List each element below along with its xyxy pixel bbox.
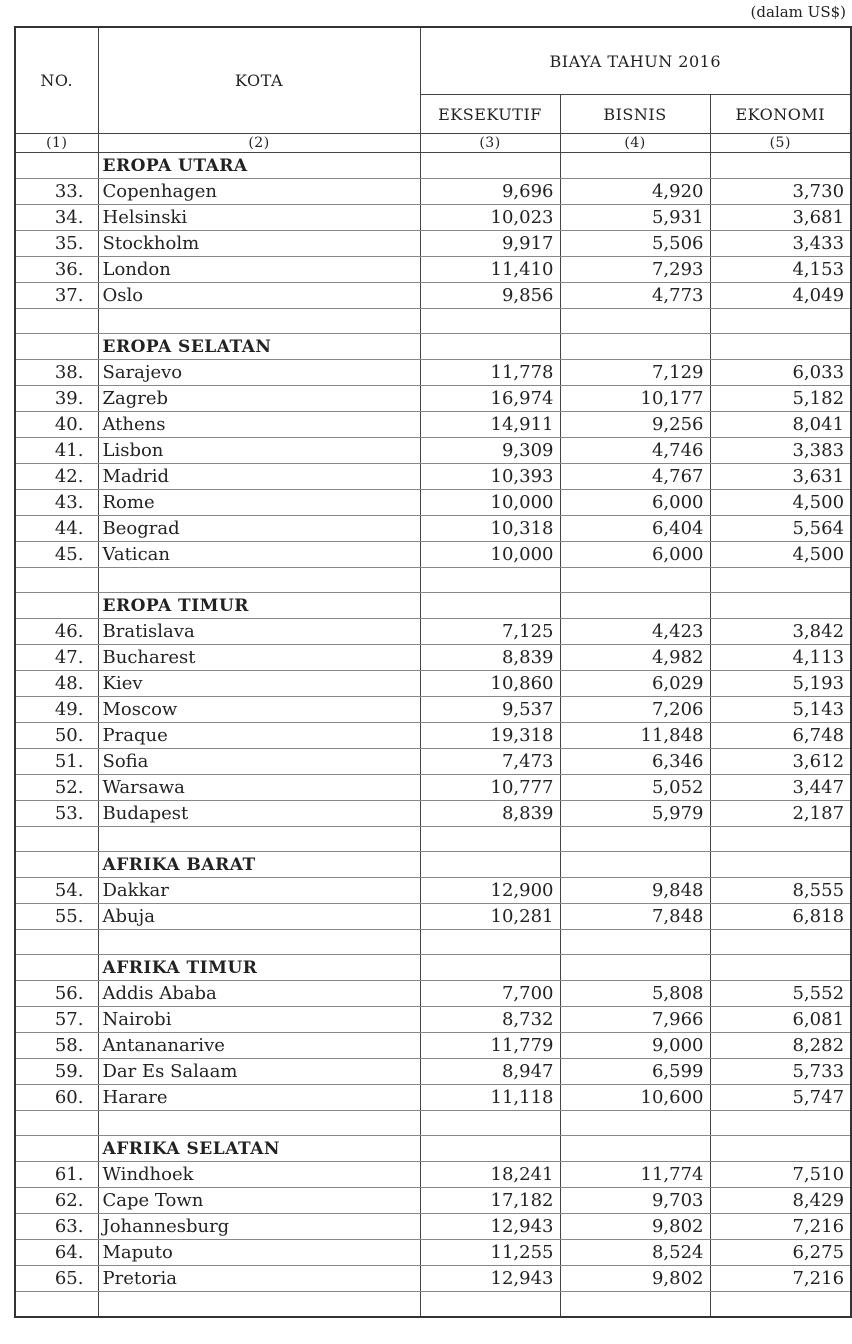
row-number: 51. <box>15 749 98 775</box>
spacer-row <box>15 568 851 593</box>
city-name: Dar Es Salaam <box>98 1059 420 1085</box>
header-no: NO. <box>15 27 98 134</box>
executive-cost: 14,911 <box>420 412 560 438</box>
table-header <box>15 27 851 153</box>
row-number: 47. <box>15 645 98 671</box>
executive-cost: 10,393 <box>420 464 560 490</box>
executive-cost: 8,947 <box>420 1059 560 1085</box>
table-row <box>15 1033 851 1059</box>
city-name: Abuja <box>98 904 420 930</box>
executive-cost: 9,309 <box>420 438 560 464</box>
empty-cell <box>420 1292 560 1318</box>
table-row <box>15 205 851 231</box>
business-cost-cell <box>560 153 710 179</box>
row-number: 36. <box>15 257 98 283</box>
row-number: 49. <box>15 697 98 723</box>
economy-cost: 3,447 <box>710 775 851 801</box>
business-cost: 5,808 <box>560 981 710 1007</box>
executive-cost: 12,943 <box>420 1214 560 1240</box>
economy-cost: 5,733 <box>710 1059 851 1085</box>
region-row <box>15 852 851 878</box>
city-name: Kiev <box>98 671 420 697</box>
executive-cost: 10,318 <box>420 516 560 542</box>
empty-cell <box>710 309 851 334</box>
table-row <box>15 749 851 775</box>
row-number: 44. <box>15 516 98 542</box>
header-col-number: (5) <box>710 134 851 153</box>
economy-cost-cell <box>710 334 851 360</box>
city-name: Moscow <box>98 697 420 723</box>
business-cost: 9,703 <box>560 1188 710 1214</box>
header-cost-group: BIAYA TAHUN 2016 <box>420 27 851 95</box>
header-col-number: (1) <box>15 134 98 153</box>
empty-cell <box>420 568 560 593</box>
economy-cost: 7,510 <box>710 1162 851 1188</box>
city-name: Dakkar <box>98 878 420 904</box>
table-row <box>15 1162 851 1188</box>
table-row <box>15 386 851 412</box>
table-row <box>15 516 851 542</box>
row-number: 58. <box>15 1033 98 1059</box>
economy-cost: 8,041 <box>710 412 851 438</box>
row-number: 53. <box>15 801 98 827</box>
business-cost: 9,802 <box>560 1266 710 1292</box>
economy-cost-cell <box>710 593 851 619</box>
economy-cost: 3,842 <box>710 619 851 645</box>
row-number: 37. <box>15 283 98 309</box>
business-cost: 11,774 <box>560 1162 710 1188</box>
executive-cost: 7,473 <box>420 749 560 775</box>
city-name: Praque <box>98 723 420 749</box>
business-cost: 6,404 <box>560 516 710 542</box>
city-name: Budapest <box>98 801 420 827</box>
header-col-number: (3) <box>420 134 560 153</box>
table-row <box>15 723 851 749</box>
region-name: AFRIKA BARAT <box>98 852 420 878</box>
economy-cost: 2,187 <box>710 801 851 827</box>
executive-cost: 10,000 <box>420 542 560 568</box>
header-col-number: (4) <box>560 134 710 153</box>
economy-cost: 5,182 <box>710 386 851 412</box>
row-number: 55. <box>15 904 98 930</box>
row-number: 48. <box>15 671 98 697</box>
economy-cost-cell <box>710 1136 851 1162</box>
spacer-row <box>15 827 851 852</box>
executive-cost: 19,318 <box>420 723 560 749</box>
economy-cost: 6,748 <box>710 723 851 749</box>
economy-cost: 3,383 <box>710 438 851 464</box>
executive-cost: 9,917 <box>420 231 560 257</box>
executive-cost: 10,860 <box>420 671 560 697</box>
table-row <box>15 1085 851 1111</box>
business-cost: 10,600 <box>560 1085 710 1111</box>
business-cost: 4,746 <box>560 438 710 464</box>
economy-cost: 7,216 <box>710 1214 851 1240</box>
header-col-number: (2) <box>98 134 420 153</box>
city-name: Lisbon <box>98 438 420 464</box>
table-row <box>15 412 851 438</box>
economy-cost-cell <box>710 153 851 179</box>
economy-cost: 7,216 <box>710 1266 851 1292</box>
economy-cost: 5,193 <box>710 671 851 697</box>
region-name: EROPA TIMUR <box>98 593 420 619</box>
row-number: 52. <box>15 775 98 801</box>
table-row <box>15 1214 851 1240</box>
city-name: Johannesburg <box>98 1214 420 1240</box>
executive-cost: 10,281 <box>420 904 560 930</box>
business-cost: 9,000 <box>560 1033 710 1059</box>
city-name: Sofia <box>98 749 420 775</box>
region-name: EROPA UTARA <box>98 153 420 179</box>
row-number: 35. <box>15 231 98 257</box>
cost-table <box>14 26 852 1318</box>
row-number-cell <box>15 334 98 360</box>
city-name: Bratislava <box>98 619 420 645</box>
table-row <box>15 619 851 645</box>
header-economy: EKONOMI <box>710 95 851 134</box>
economy-cost-cell <box>710 955 851 981</box>
economy-cost: 4,049 <box>710 283 851 309</box>
table-row <box>15 697 851 723</box>
row-number: 63. <box>15 1214 98 1240</box>
row-number: 56. <box>15 981 98 1007</box>
row-number: 60. <box>15 1085 98 1111</box>
empty-cell <box>710 1292 851 1318</box>
spacer-row <box>15 930 851 955</box>
city-name: Vatican <box>98 542 420 568</box>
row-number: 42. <box>15 464 98 490</box>
business-cost: 6,599 <box>560 1059 710 1085</box>
row-number: 54. <box>15 878 98 904</box>
business-cost: 4,423 <box>560 619 710 645</box>
unit-note: (dalam US$) <box>750 3 846 21</box>
city-name: Windhoek <box>98 1162 420 1188</box>
business-cost: 7,966 <box>560 1007 710 1033</box>
table-row <box>15 542 851 568</box>
executive-cost-cell <box>420 153 560 179</box>
spacer-row <box>15 309 851 334</box>
row-number: 50. <box>15 723 98 749</box>
city-name: Harare <box>98 1085 420 1111</box>
economy-cost: 8,555 <box>710 878 851 904</box>
empty-cell <box>98 930 420 955</box>
city-name: Rome <box>98 490 420 516</box>
header-city: KOTA <box>98 27 420 134</box>
economy-cost: 5,747 <box>710 1085 851 1111</box>
row-number: 39. <box>15 386 98 412</box>
empty-cell <box>710 1111 851 1136</box>
economy-cost: 5,564 <box>710 516 851 542</box>
empty-cell <box>710 827 851 852</box>
business-cost: 7,129 <box>560 360 710 386</box>
empty-cell <box>710 568 851 593</box>
row-number: 57. <box>15 1007 98 1033</box>
economy-cost: 4,500 <box>710 542 851 568</box>
executive-cost: 9,856 <box>420 283 560 309</box>
empty-cell <box>560 1111 710 1136</box>
executive-cost: 9,537 <box>420 697 560 723</box>
region-name: AFRIKA SELATAN <box>98 1136 420 1162</box>
row-number: 38. <box>15 360 98 386</box>
region-row <box>15 955 851 981</box>
row-number: 64. <box>15 1240 98 1266</box>
executive-cost: 10,023 <box>420 205 560 231</box>
region-row <box>15 1136 851 1162</box>
executive-cost: 16,974 <box>420 386 560 412</box>
business-cost: 6,346 <box>560 749 710 775</box>
economy-cost: 5,552 <box>710 981 851 1007</box>
business-cost: 7,206 <box>560 697 710 723</box>
row-number: 34. <box>15 205 98 231</box>
row-number: 46. <box>15 619 98 645</box>
empty-cell <box>15 1111 98 1136</box>
table-row <box>15 981 851 1007</box>
table-row <box>15 360 851 386</box>
empty-cell <box>15 568 98 593</box>
empty-cell <box>560 568 710 593</box>
empty-cell <box>98 1292 420 1318</box>
empty-cell <box>15 930 98 955</box>
table-row <box>15 179 851 205</box>
empty-cell <box>560 309 710 334</box>
table-row <box>15 1188 851 1214</box>
economy-cost: 5,143 <box>710 697 851 723</box>
executive-cost: 18,241 <box>420 1162 560 1188</box>
business-cost: 4,920 <box>560 179 710 205</box>
table-row <box>15 257 851 283</box>
table-row <box>15 775 851 801</box>
city-name: Stockholm <box>98 231 420 257</box>
business-cost: 9,256 <box>560 412 710 438</box>
row-number: 43. <box>15 490 98 516</box>
empty-cell <box>710 930 851 955</box>
table-row <box>15 438 851 464</box>
empty-cell <box>15 827 98 852</box>
empty-cell <box>98 309 420 334</box>
spacer-row <box>15 1111 851 1136</box>
region-name: AFRIKA TIMUR <box>98 955 420 981</box>
business-cost: 9,802 <box>560 1214 710 1240</box>
executive-cost: 12,943 <box>420 1266 560 1292</box>
empty-cell <box>15 1292 98 1318</box>
business-cost: 8,524 <box>560 1240 710 1266</box>
executive-cost: 7,125 <box>420 619 560 645</box>
city-name: Bucharest <box>98 645 420 671</box>
city-name: Pretoria <box>98 1266 420 1292</box>
business-cost: 6,000 <box>560 490 710 516</box>
row-number: 62. <box>15 1188 98 1214</box>
row-number: 45. <box>15 542 98 568</box>
row-number-cell <box>15 1136 98 1162</box>
economy-cost: 3,730 <box>710 179 851 205</box>
table-row <box>15 878 851 904</box>
economy-cost: 6,818 <box>710 904 851 930</box>
city-name: Nairobi <box>98 1007 420 1033</box>
business-cost: 5,979 <box>560 801 710 827</box>
executive-cost: 17,182 <box>420 1188 560 1214</box>
business-cost: 10,177 <box>560 386 710 412</box>
row-number-cell <box>15 955 98 981</box>
executive-cost: 11,410 <box>420 257 560 283</box>
economy-cost: 8,429 <box>710 1188 851 1214</box>
region-row <box>15 334 851 360</box>
row-number: 59. <box>15 1059 98 1085</box>
business-cost: 4,982 <box>560 645 710 671</box>
economy-cost: 3,631 <box>710 464 851 490</box>
business-cost: 4,767 <box>560 464 710 490</box>
city-name: Addis Ababa <box>98 981 420 1007</box>
row-number-cell <box>15 593 98 619</box>
city-name: Maputo <box>98 1240 420 1266</box>
executive-cost-cell <box>420 1136 560 1162</box>
business-cost: 4,773 <box>560 283 710 309</box>
empty-cell <box>15 309 98 334</box>
city-name: Oslo <box>98 283 420 309</box>
economy-cost: 3,681 <box>710 205 851 231</box>
city-name: Copenhagen <box>98 179 420 205</box>
economy-cost-cell <box>710 852 851 878</box>
table-row <box>15 801 851 827</box>
row-number: 61. <box>15 1162 98 1188</box>
table-body <box>15 153 851 1318</box>
spacer-row <box>15 1292 851 1318</box>
empty-cell <box>98 827 420 852</box>
executive-cost: 8,839 <box>420 801 560 827</box>
executive-cost-cell <box>420 955 560 981</box>
empty-cell <box>560 930 710 955</box>
table-row <box>15 671 851 697</box>
executive-cost: 11,118 <box>420 1085 560 1111</box>
business-cost-cell <box>560 334 710 360</box>
economy-cost: 4,153 <box>710 257 851 283</box>
business-cost-cell <box>560 852 710 878</box>
business-cost: 6,000 <box>560 542 710 568</box>
business-cost: 7,293 <box>560 257 710 283</box>
table-row <box>15 645 851 671</box>
row-number-cell <box>15 852 98 878</box>
economy-cost: 4,500 <box>710 490 851 516</box>
executive-cost: 10,000 <box>420 490 560 516</box>
city-name: Warsawa <box>98 775 420 801</box>
business-cost-cell <box>560 955 710 981</box>
table-row <box>15 231 851 257</box>
cost-table-wrapper <box>14 26 850 1332</box>
city-name: Beograd <box>98 516 420 542</box>
header-executive: EKSEKUTIF <box>420 95 560 134</box>
economy-cost: 6,275 <box>710 1240 851 1266</box>
executive-cost: 10,777 <box>420 775 560 801</box>
executive-cost-cell <box>420 334 560 360</box>
business-cost: 5,931 <box>560 205 710 231</box>
executive-cost: 9,696 <box>420 179 560 205</box>
business-cost: 6,029 <box>560 671 710 697</box>
row-number: 40. <box>15 412 98 438</box>
header-business: BISNIS <box>560 95 710 134</box>
empty-cell <box>560 827 710 852</box>
executive-cost: 11,779 <box>420 1033 560 1059</box>
executive-cost: 8,732 <box>420 1007 560 1033</box>
economy-cost: 6,081 <box>710 1007 851 1033</box>
business-cost: 5,506 <box>560 231 710 257</box>
region-row <box>15 593 851 619</box>
row-number: 33. <box>15 179 98 205</box>
row-number-cell <box>15 153 98 179</box>
business-cost-cell <box>560 593 710 619</box>
executive-cost: 11,778 <box>420 360 560 386</box>
business-cost: 7,848 <box>560 904 710 930</box>
business-cost-cell <box>560 1136 710 1162</box>
city-name: Zagreb <box>98 386 420 412</box>
table-row <box>15 904 851 930</box>
city-name: Cape Town <box>98 1188 420 1214</box>
empty-cell <box>420 930 560 955</box>
table-row <box>15 1240 851 1266</box>
empty-cell <box>98 1111 420 1136</box>
business-cost: 5,052 <box>560 775 710 801</box>
business-cost: 11,848 <box>560 723 710 749</box>
city-name: Antananarive <box>98 1033 420 1059</box>
economy-cost: 3,433 <box>710 231 851 257</box>
row-number: 41. <box>15 438 98 464</box>
table-row <box>15 283 851 309</box>
executive-cost-cell <box>420 593 560 619</box>
city-name: Athens <box>98 412 420 438</box>
economy-cost: 4,113 <box>710 645 851 671</box>
executive-cost: 8,839 <box>420 645 560 671</box>
city-name: Helsinski <box>98 205 420 231</box>
city-name: Sarajevo <box>98 360 420 386</box>
city-name: London <box>98 257 420 283</box>
table-row <box>15 490 851 516</box>
region-name: EROPA SELATAN <box>98 334 420 360</box>
empty-cell <box>98 568 420 593</box>
executive-cost: 12,900 <box>420 878 560 904</box>
empty-cell <box>420 309 560 334</box>
economy-cost: 6,033 <box>710 360 851 386</box>
economy-cost: 3,612 <box>710 749 851 775</box>
empty-cell <box>420 827 560 852</box>
table-row <box>15 1007 851 1033</box>
executive-cost-cell <box>420 852 560 878</box>
economy-cost: 8,282 <box>710 1033 851 1059</box>
executive-cost: 11,255 <box>420 1240 560 1266</box>
region-row <box>15 153 851 179</box>
empty-cell <box>420 1111 560 1136</box>
table-row <box>15 464 851 490</box>
city-name: Madrid <box>98 464 420 490</box>
table-row <box>15 1266 851 1292</box>
table-row <box>15 1059 851 1085</box>
executive-cost: 7,700 <box>420 981 560 1007</box>
empty-cell <box>560 1292 710 1318</box>
business-cost: 9,848 <box>560 878 710 904</box>
row-number: 65. <box>15 1266 98 1292</box>
